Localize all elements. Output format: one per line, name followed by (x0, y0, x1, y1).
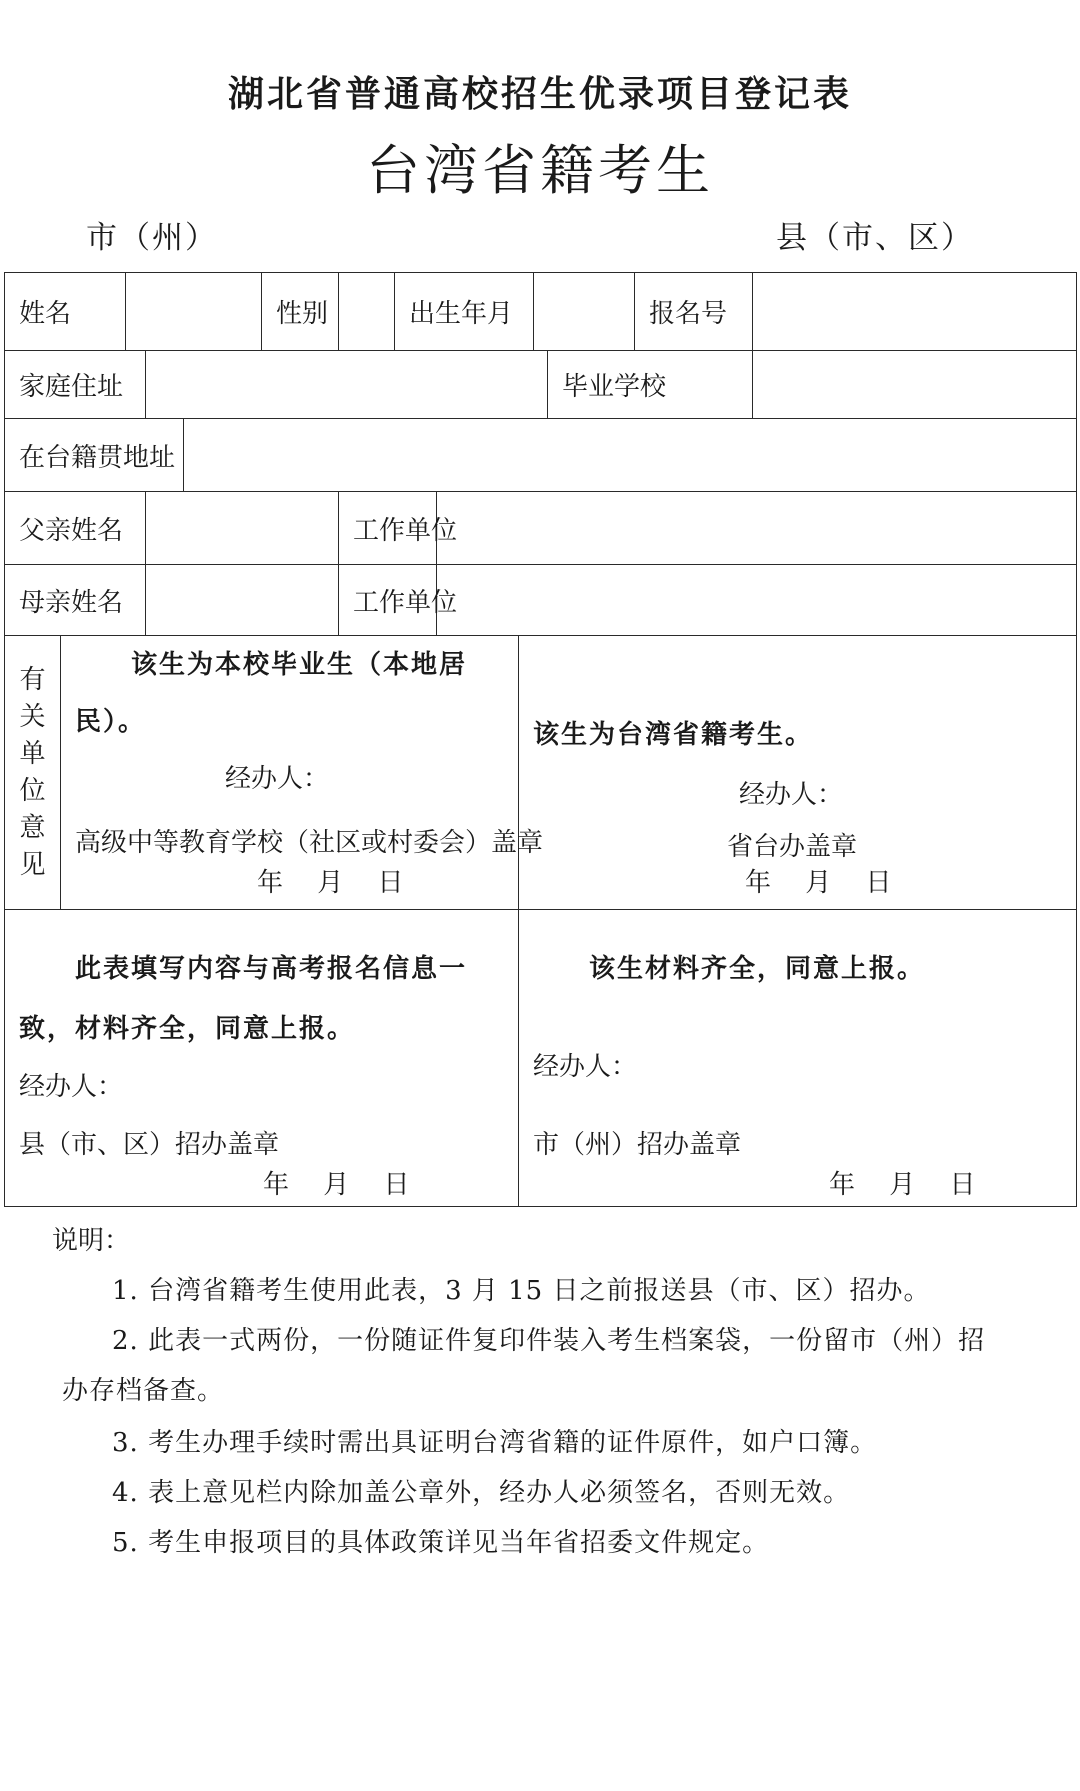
father-work-label: 工作单位 (339, 492, 437, 565)
note-item: 1. 台湾省籍考生使用此表，3 月 15 日之前报送县（市、区）招办。 (112, 1276, 931, 1306)
county-opinion-line1: 此表填写内容与高考报名信息一 (75, 954, 468, 984)
county-opinion-line2: 致，材料齐全，同意上报。 (19, 1014, 356, 1044)
father-name-label: 父亲姓名 (5, 492, 146, 565)
reg-no-label: 报名号 (635, 273, 753, 351)
opinion-label-char: 关 (19, 701, 46, 732)
county-opinion-cell[interactable] (5, 910, 519, 1207)
birth-label: 出生年月 (395, 273, 534, 351)
opinion-label-char: 单 (19, 738, 46, 769)
form-subtitle: 台湾省籍考生 (366, 139, 714, 202)
gender-label: 性别 (262, 273, 339, 351)
mother-name-label: 母亲姓名 (5, 565, 146, 636)
mother-name-field[interactable] (146, 565, 339, 636)
school-date-label: 年 月 日 (257, 868, 404, 898)
school-handler-label: 经办人： (225, 764, 330, 794)
city-label: 市（州） (86, 220, 218, 256)
form-row-taiwan-address (5, 419, 1077, 492)
notes-heading: 说明： (52, 1226, 131, 1256)
form-row-opinion-2 (5, 910, 1077, 1207)
taiwan-date-label: 年 月 日 (745, 868, 892, 898)
county-handler-label: 经办人： (19, 1072, 124, 1102)
opinion-label-char: 有 (19, 664, 46, 695)
school-label: 毕业学校 (548, 351, 753, 419)
opinion-section-label (5, 636, 61, 910)
form-title: 湖北省普通高校招生优录项目登记表 (227, 73, 852, 115)
city-opinion-line1: 该生材料齐全，同意上报。 (589, 954, 926, 984)
school-opinion-cell[interactable] (61, 636, 544, 910)
taiwan-handler-label: 经办人： (739, 780, 844, 810)
opinion-label-char: 见 (19, 849, 46, 880)
taiwan-address-label: 在台籍贯地址 (5, 419, 184, 492)
city-seal-label: 市（州）招办盖章 (533, 1130, 742, 1160)
reg-no-field[interactable] (753, 273, 1077, 351)
father-work-field[interactable] (437, 492, 1077, 565)
home-address-field[interactable] (146, 351, 548, 419)
form-row-mother (5, 565, 1077, 636)
taiwan-opinion-line1: 该生为台湾省籍考生。 (533, 720, 814, 750)
city-opinion-cell[interactable] (519, 910, 1077, 1207)
note-item: 5. 考生申报项目的具体政策详见当年省招委文件规定。 (112, 1528, 770, 1558)
registration-table (4, 272, 1077, 1207)
school-seal-label: 高级中等教育学校（社区或村委会）盖章 (75, 828, 544, 858)
note-item: 4. 表上意见栏内除加盖公章外，经办人必须签名，否则无效。 (112, 1478, 851, 1508)
school-opinion-line2: 民）。 (75, 707, 147, 737)
county-seal-label: 县（市、区）招办盖章 (19, 1130, 280, 1160)
taiwan-seal-label: 省台办盖章 (727, 832, 858, 862)
taiwan-address-field[interactable] (184, 419, 1077, 492)
mother-work-label: 工作单位 (339, 565, 437, 636)
form-row-father (5, 492, 1077, 565)
mother-work-field[interactable] (437, 565, 1077, 636)
county-label: 县（市、区） (776, 220, 974, 256)
city-date-label: 年 月 日 (829, 1170, 976, 1200)
note-item: 3. 考生办理手续时需出具证明台湾省籍的证件原件，如户口簿。 (112, 1428, 878, 1458)
form-row-basic (5, 273, 1077, 351)
name-field[interactable] (126, 273, 262, 351)
name-label: 姓名 (5, 273, 126, 351)
opinion-label-char: 位 (19, 775, 46, 806)
taiwan-office-opinion-cell[interactable] (519, 636, 1077, 910)
home-address-label: 家庭住址 (5, 351, 146, 419)
city-handler-label: 经办人： (533, 1052, 638, 1082)
school-field[interactable] (753, 351, 1077, 419)
note-item: 2. 此表一式两份，一份随证件复印件装入考生档案袋，一份留市（州）招 (112, 1326, 986, 1356)
form-row-opinion-1 (5, 636, 1077, 910)
school-opinion-line1: 该生为本校毕业生（本地居 (131, 650, 468, 680)
opinion-label-char: 意 (19, 812, 46, 843)
form-row-address (5, 351, 1077, 419)
county-date-label: 年 月 日 (263, 1170, 410, 1200)
birth-field[interactable] (534, 273, 635, 351)
note-item-continuation: 办存档备查。 (62, 1376, 225, 1406)
gender-field[interactable] (339, 273, 395, 351)
father-name-field[interactable] (146, 492, 339, 565)
